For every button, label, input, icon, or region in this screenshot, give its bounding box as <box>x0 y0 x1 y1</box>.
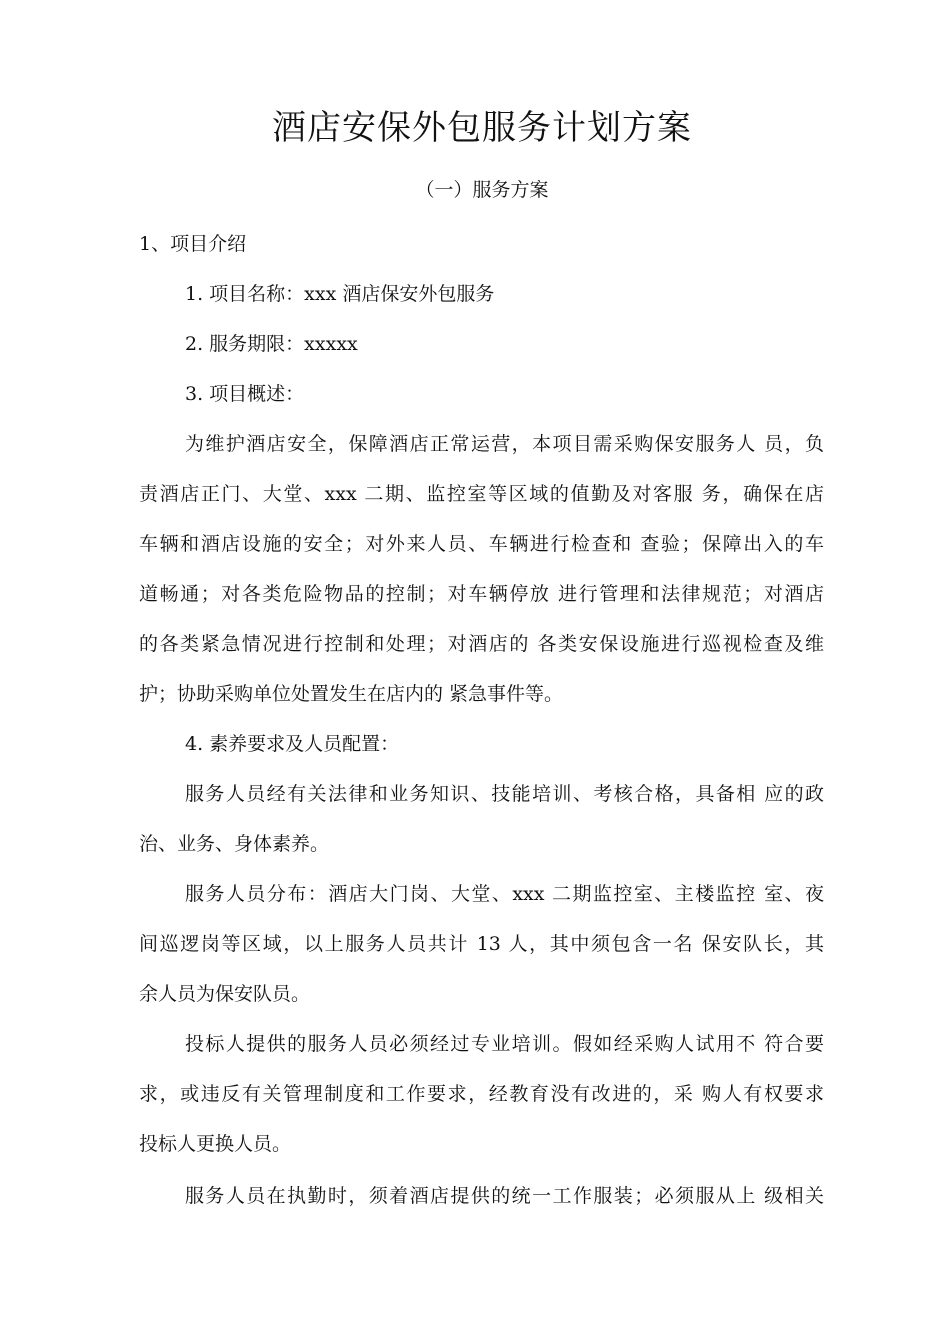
item-project-overview: 3. 项目概述： <box>185 383 305 405</box>
paragraph-line: 投标人提供的服务人员必须经过专业培训。假如经采购人试用不 符合要 <box>185 1033 824 1055</box>
paragraph-line: 道畅通；对各类危险物品的控制；对车辆停放 进行管理和法律规范；对酒店 <box>139 583 824 605</box>
paragraph-line: 的各类紧急情况进行控制和处理；对酒店的 各类安保设施进行巡视检查及维 <box>139 633 824 655</box>
paragraph-line: 投标人更换人员。 <box>139 1133 292 1155</box>
paragraph-line: 车辆和酒店设施的安全；对外来人员、车辆进行检查和 查验；保障出入的车 <box>139 533 824 555</box>
item-project-name: 1. 项目名称：xxx 酒店保安外包服务 <box>185 283 495 305</box>
heading-project-intro: 1、项目介绍 <box>139 233 247 255</box>
paragraph-line: 为维护酒店安全，保障酒店正常运营，本项目需采购保安服务人 员，负 <box>185 433 824 455</box>
item-service-period: 2. 服务期限：xxxxx <box>185 333 358 355</box>
paragraph-line: 间巡逻岗等区域，以上服务人员共计 13 人，其中须包含一名 保安队长，其 <box>139 933 824 955</box>
paragraph-line: 责酒店正门、大堂、xxx 二期、监控室等区域的值勤及对客服 务，确保在店 <box>139 483 824 505</box>
paragraph-line: 服务人员经有关法律和业务知识、技能培训、考核合格，具备相 应的政 <box>185 783 824 805</box>
paragraph-line: 服务人员在执勤时，须着酒店提供的统一工作服装；必须服从上 级相关 <box>185 1185 824 1207</box>
paragraph-line: 服务人员分布：酒店大门岗、大堂、xxx 二期监控室、主楼监控 室、夜 <box>185 883 824 905</box>
paragraph-line: 余人员为保安队员。 <box>139 983 311 1005</box>
document-title: 酒店安保外包服务计划方案 <box>272 108 692 148</box>
paragraph-line: 治、业务、身体素养。 <box>139 833 330 855</box>
section-heading: （一）服务方案 <box>415 179 549 201</box>
paragraph-line: 护；协助采购单位处置发生在店内的 紧急事件等。 <box>139 683 564 705</box>
item-quality-staffing: 4. 素养要求及人员配置： <box>185 733 400 755</box>
paragraph-line: 求，或违反有关管理制度和工作要求，经教育没有改进的，采 购人有权要求 <box>139 1083 824 1105</box>
